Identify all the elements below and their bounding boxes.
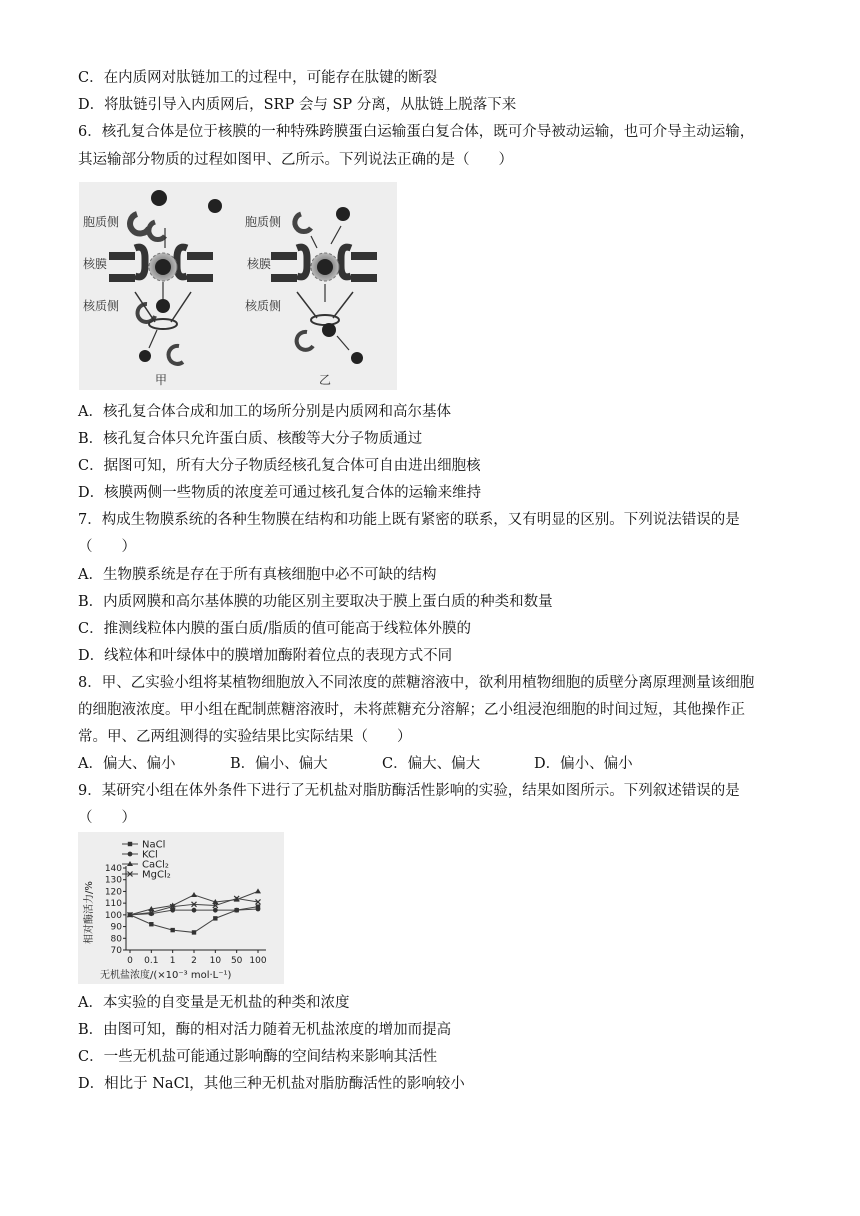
q8-stem-line1: 8．甲、乙实验小组将某植物细胞放入不同浓度的蔗糖溶液中，欲利用植物细胞的质壁分离原理测量该细胞 bbox=[78, 675, 755, 691]
q8-options-row bbox=[78, 754, 824, 774]
panel-jia bbox=[109, 190, 222, 387]
q9-stem-line2: （ ） bbox=[78, 810, 136, 826]
nucleoplasm-side-label-right: 核质侧 bbox=[245, 299, 282, 313]
legend-label-1: KCl bbox=[142, 849, 158, 861]
data-point-2 bbox=[255, 888, 261, 893]
data-point-1 bbox=[213, 908, 218, 913]
y-tick-label: 90 bbox=[110, 922, 122, 933]
q6-option-c: C．据图可知，所有大分子物质经核孔复合体可自由进出细胞核 bbox=[78, 458, 481, 474]
chart-plot-area bbox=[105, 864, 267, 966]
x-tick-label: 50 bbox=[230, 956, 243, 966]
q7-stem-line2: （ ） bbox=[78, 539, 136, 555]
legend-marker-1 bbox=[128, 852, 133, 857]
q6-stem-line2: 其运输部分物质的过程如图甲、乙所示。下列说法正确的是（ ） bbox=[78, 152, 513, 168]
x-tick-label: 1 bbox=[169, 956, 176, 966]
y-tick-label: 140 bbox=[104, 864, 122, 874]
cytoplasm-side-label-left: 胞质侧 bbox=[83, 215, 120, 229]
q8-stem-line2: 的细胞液浓度。甲小组在配制蔗糖溶液时，未将蔗糖充分溶解；乙小组浸泡细胞的时间过短，其他操作正 bbox=[78, 702, 745, 718]
data-point-0 bbox=[213, 916, 217, 920]
data-point-1 bbox=[256, 907, 261, 912]
data-point-0 bbox=[170, 928, 174, 932]
q5-option-d: D．将肽链引导入内质网后，SRP 会与 SP 分离，从肽链上脱落下来 bbox=[78, 97, 517, 113]
legend-label-0: NaCl bbox=[142, 839, 166, 851]
q6-option-b: B．核孔复合体只允许蛋白质、核酸等大分子物质通过 bbox=[78, 431, 423, 447]
membrane-label-right: 核膜 bbox=[247, 257, 272, 271]
q7-option-a: A．生物膜系统是存在于所有真核细胞中必不可缺的结构 bbox=[78, 567, 437, 583]
nucleoplasm-side-label-left: 核质侧 bbox=[83, 299, 120, 313]
chart-y-axis-label: 相对酶活力/% bbox=[84, 881, 95, 944]
data-point-2 bbox=[191, 892, 197, 897]
q8-option-a: A．偏大、偏小 bbox=[78, 756, 176, 772]
q7-option-d: D．线粒体和叶绿体中的膜增加酶附着位点的表现方式不同 bbox=[78, 648, 453, 664]
data-point-0 bbox=[192, 930, 196, 934]
q9-option-b: B．由图可知，酶的相对活力随着无机盐浓度的增加而提高 bbox=[78, 1022, 452, 1038]
q5-option-c: C．在内质网对肽链加工的过程中，可能存在肽键的断裂 bbox=[78, 70, 438, 86]
q7-stem-line1: 7．构成生物膜系统的各种生物膜在结构和功能上既有紧密的联系，又有明显的区别。下列说法错误的是 bbox=[78, 512, 740, 528]
y-tick-label: 100 bbox=[104, 910, 122, 921]
data-point-1 bbox=[234, 908, 239, 913]
y-tick-label: 70 bbox=[110, 946, 122, 956]
q9-option-c: C．一些无机盐可能通过影响酶的空间结构来影响其活性 bbox=[78, 1049, 438, 1065]
x-tick-label: 100 bbox=[249, 956, 267, 966]
q7-option-c: C．推测线粒体内膜的蛋白质/脂质的值可能高于线粒体外膜的 bbox=[78, 621, 471, 637]
data-point-1 bbox=[192, 908, 197, 913]
q6-option-d: D．核膜两侧一些物质的浓度差可通过核孔复合体的运输来维持 bbox=[78, 485, 482, 501]
legend-marker-0 bbox=[128, 842, 132, 846]
chart-legend bbox=[122, 840, 171, 881]
x-tick-label: 10 bbox=[209, 956, 222, 966]
q9-option-d: D．相比于 NaCl，其他三种无机盐对脂肪酶活性的影响较小 bbox=[78, 1076, 465, 1092]
q8-option-d: D．偏小、偏小 bbox=[534, 756, 633, 772]
membrane-label-left: 核膜 bbox=[83, 257, 108, 271]
legend-label-3: MgCl₂ bbox=[142, 869, 171, 881]
nuclear-pore-figure bbox=[79, 182, 397, 390]
panel-label-yi: 乙 bbox=[319, 373, 332, 387]
q6-option-a: A．核孔复合体合成和加工的场所分别是内质网和高尔基体 bbox=[78, 404, 451, 420]
cytoplasm-side-label-right: 胞质侧 bbox=[245, 215, 282, 229]
q8-option-c: C．偏大、偏大 bbox=[382, 756, 481, 772]
q8-stem-line3: 常。甲、乙两组测得的实验结果比实际结果（ ） bbox=[78, 729, 412, 745]
q9-option-a: A．本实验的自变量是无机盐的种类和浓度 bbox=[78, 995, 350, 1011]
chart-x-axis-label: 无机盐浓度/(×10⁻³ mol·L⁻¹) bbox=[100, 970, 232, 981]
y-tick-label: 80 bbox=[110, 934, 122, 945]
panel-label-jia: 甲 bbox=[155, 373, 168, 387]
q6-stem-line1: 6．核孔复合体是位于核膜的一种特殊跨膜蛋白运输蛋白复合体，既可介导被动运输，也可介导主动运输， bbox=[78, 124, 755, 140]
q9-stem-line1: 9．某研究小组在体外条件下进行了无机盐对脂肪酶活性影响的实验，结果如图所示。下列叙述错误的是 bbox=[78, 783, 740, 799]
x-tick-label: 0 bbox=[127, 956, 133, 966]
q8-option-b: B．偏小、偏大 bbox=[230, 756, 328, 772]
y-tick-label: 130 bbox=[104, 875, 122, 886]
enzyme-activity-chart bbox=[78, 832, 284, 984]
q7-option-b: B．内质网膜和高尔基体膜的功能区别主要取决于膜上蛋白质的种类和数量 bbox=[78, 594, 553, 610]
data-point-0 bbox=[149, 922, 153, 926]
x-tick-label: 2 bbox=[191, 956, 197, 966]
panel-yi bbox=[271, 207, 377, 387]
x-tick-label: 0.1 bbox=[144, 956, 159, 966]
y-tick-label: 110 bbox=[104, 899, 122, 910]
y-tick-label: 120 bbox=[104, 887, 122, 898]
legend-label-2: CaCl₂ bbox=[142, 859, 169, 871]
